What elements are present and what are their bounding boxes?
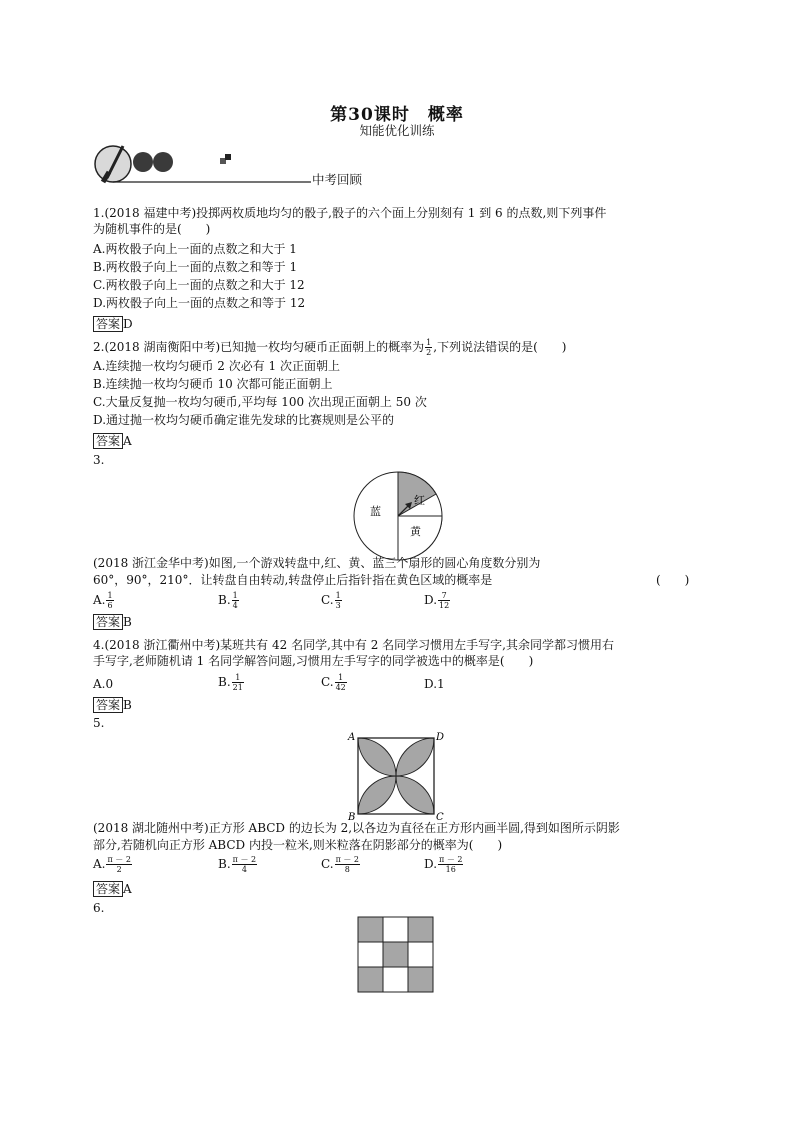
q4-option-b bbox=[218, 673, 245, 692]
petal-bottom-left bbox=[358, 776, 396, 814]
answer-label: 答案 bbox=[93, 614, 123, 630]
spinner-label-red: 红 bbox=[414, 494, 425, 507]
q4-option-d: D.1 bbox=[424, 677, 445, 691]
q5-answer-value: A bbox=[123, 882, 132, 896]
grid-cell-shaded bbox=[358, 967, 383, 992]
q5-option-a bbox=[93, 855, 133, 874]
q5-number: 5. bbox=[93, 716, 105, 730]
q5-option-c bbox=[321, 855, 361, 874]
frac-den: 21 bbox=[232, 683, 243, 692]
q4-stem-line2: 手写字,老师随机请 1 名同学解答问题,习惯用左手写字的同学被选中的概率是( ) bbox=[93, 654, 534, 668]
q4-stem-line1: 4.(2018 浙江衢州中考)某班共有 42 名同学,其中有 2 名同学习惯用左手写字,其余同学都习惯用右 bbox=[93, 638, 614, 652]
section-banner-graphic bbox=[93, 140, 333, 188]
q5-stem-line1: (2018 湖北随州中考)正方形 ABCD 的边长为 2,以各边为直径在正方形内画半圆,得到如图所示阴影 bbox=[93, 821, 620, 835]
answer-label: 答案 bbox=[93, 316, 123, 332]
option-letter: D. bbox=[424, 593, 438, 607]
q1-option-c: C.两枚骰子向上一面的点数之和大于 12 bbox=[93, 278, 305, 292]
frac-den: 8 bbox=[344, 865, 350, 874]
q2-fraction-num: 1 bbox=[426, 338, 432, 347]
frac-den: 42 bbox=[335, 683, 346, 692]
frac-num: π － 2 bbox=[107, 855, 131, 864]
option-letter: C. bbox=[321, 675, 334, 689]
option-letter: D. bbox=[424, 857, 438, 871]
q3-option-d bbox=[424, 591, 451, 610]
q5-option-a-frac bbox=[106, 855, 131, 874]
grid-cell bbox=[383, 917, 408, 942]
vertex-label-c: C bbox=[436, 812, 444, 820]
square-petal-figure bbox=[346, 728, 450, 820]
q4-answer-value: B bbox=[123, 698, 132, 712]
q3-option-b-frac bbox=[232, 591, 239, 610]
q2-answer-value: A bbox=[123, 434, 132, 448]
grid-cell bbox=[383, 967, 408, 992]
q3-option-d-frac bbox=[438, 591, 450, 610]
q3-option-c-frac bbox=[335, 591, 342, 610]
q3-number: 3. bbox=[93, 453, 105, 467]
q1-option-a: A.两枚骰子向上一面的点数之和大于 1 bbox=[93, 242, 297, 256]
spinner-yellow-sector bbox=[398, 516, 442, 560]
q2-option-d: D.通过抛一枚均匀硬币确定谁先发球的比赛规则是公平的 bbox=[93, 413, 395, 427]
q3-stem-line2: 60°，90°，210°．让转盘自由转动,转盘停止后指针指在黄色区域的概率是 bbox=[93, 573, 493, 587]
q4-option-c-frac bbox=[335, 673, 347, 692]
frac-num: π － 2 bbox=[232, 855, 257, 864]
q5-option-d bbox=[424, 855, 464, 874]
q5-answer bbox=[93, 881, 132, 897]
q1-answer bbox=[93, 316, 133, 332]
q1-answer-value: D bbox=[123, 317, 133, 331]
grid-cell-shaded bbox=[383, 942, 408, 967]
frac-num: 7 bbox=[438, 591, 450, 601]
option-letter: B. bbox=[218, 593, 231, 607]
q4-answer bbox=[93, 697, 132, 713]
frac-num: π － 2 bbox=[439, 855, 463, 864]
answer-label: 答案 bbox=[93, 433, 123, 449]
q3-stem-line1: (2018 浙江金华中考)如图,一个游戏转盘中,红、黄、蓝三个扇形的圆心角度数分别为 bbox=[93, 556, 541, 570]
q3-answer-value: B bbox=[123, 615, 132, 629]
q5-option-d-frac bbox=[438, 855, 463, 874]
frac-den: 3 bbox=[335, 601, 341, 610]
spinner-label-yellow: 黄 bbox=[410, 525, 421, 538]
small-square-icon bbox=[225, 154, 231, 160]
page-subtitle: 知能优化训练 bbox=[359, 123, 435, 138]
q3-option-a-frac bbox=[106, 591, 113, 610]
q1-option-d: D.两枚骰子向上一面的点数之和等于 12 bbox=[93, 296, 306, 310]
q2-fraction-den: 2 bbox=[426, 348, 432, 357]
grid-cell-shaded bbox=[408, 917, 433, 942]
section-label: 中考回顾 bbox=[312, 172, 363, 187]
grid-cell bbox=[408, 942, 433, 967]
frac-num: 1 bbox=[107, 591, 113, 600]
frac-den: 16 bbox=[445, 865, 456, 874]
q3-answer bbox=[93, 614, 132, 630]
option-letter: C. bbox=[321, 857, 334, 871]
q3-option-b bbox=[218, 591, 240, 610]
q2-option-a: A.连续抛一枚均匀硬币 2 次必有 1 次正面朝上 bbox=[93, 359, 341, 373]
frac-num: 1 bbox=[335, 673, 347, 683]
grid-cell bbox=[358, 942, 383, 967]
answer-label: 答案 bbox=[93, 697, 123, 713]
q2-option-c: C.大量反复抛一枚均匀硬币,平均每 100 次出现正面朝上 50 次 bbox=[93, 395, 427, 409]
q3-paren: ( ) bbox=[656, 573, 690, 587]
spinner-figure bbox=[350, 468, 446, 564]
q5-option-b-frac bbox=[232, 855, 257, 874]
q1-stem-line1: 1.(2018 福建中考)投掷两枚质地均匀的骰子,骰子的六个面上分别刻有 1 到 6 的点数,则下列事件 bbox=[93, 206, 607, 220]
option-letter: C. bbox=[321, 593, 334, 607]
frac-den: 4 bbox=[232, 601, 238, 610]
q5-option-c-frac bbox=[335, 855, 360, 874]
q3-option-a bbox=[93, 591, 115, 610]
q2-stem bbox=[93, 338, 566, 357]
vertex-label-b: B bbox=[348, 812, 356, 820]
q3-option-c bbox=[321, 591, 343, 610]
q1-stem-line2: 为随机事件的是( ) bbox=[93, 222, 211, 236]
vertex-label-d: D bbox=[436, 732, 445, 743]
grid-figure bbox=[357, 916, 435, 994]
grid-cell-shaded bbox=[358, 917, 383, 942]
vertex-label-a: A bbox=[348, 732, 356, 743]
q4-option-c bbox=[321, 673, 348, 692]
frac-num: π － 2 bbox=[335, 855, 360, 864]
frac-num: 1 bbox=[335, 591, 341, 600]
spinner-label-blue: 蓝 bbox=[370, 505, 381, 518]
q4-option-b-frac bbox=[232, 673, 244, 692]
q4-option-a: A.0 bbox=[93, 677, 114, 691]
petal-bottom-right bbox=[396, 776, 434, 814]
dark-dot-icon bbox=[133, 152, 153, 172]
grid-cell-shaded bbox=[408, 967, 433, 992]
q2-fraction bbox=[425, 338, 432, 357]
q5-stem-line2: 部分,若随机向正方形 ABCD 内投一粒米,则米粒落在阴影部分的概率为( ) bbox=[93, 838, 503, 852]
frac-den: 2 bbox=[116, 865, 122, 874]
q1-option-b: B.两枚骰子向上一面的点数之和等于 1 bbox=[93, 260, 298, 274]
q5-option-b bbox=[218, 855, 258, 874]
option-letter: B. bbox=[218, 675, 231, 689]
page-title: 第30课时 概率 bbox=[330, 105, 464, 125]
q2-answer bbox=[93, 433, 132, 449]
petal-top-right bbox=[396, 738, 434, 776]
answer-label: 答案 bbox=[93, 881, 123, 897]
frac-den: 12 bbox=[439, 601, 450, 610]
frac-den: 6 bbox=[107, 601, 113, 610]
q2-stem-part1: 2.(2018 湖南衡阳中考)已知抛一枚均匀硬币正面朝上的概率为 bbox=[93, 340, 425, 354]
q2-option-b: B.连续抛一枚均匀硬币 10 次都可能正面朝上 bbox=[93, 377, 333, 391]
option-letter: A. bbox=[93, 593, 106, 607]
q2-stem-part2: ,下列说法错误的是( ) bbox=[433, 340, 567, 354]
frac-num: 1 bbox=[232, 591, 238, 600]
dark-dot-icon bbox=[153, 152, 173, 172]
frac-num: 1 bbox=[232, 673, 244, 683]
q6-number: 6. bbox=[93, 901, 105, 915]
option-letter: B. bbox=[218, 857, 231, 871]
petal-top-left bbox=[358, 738, 396, 776]
option-letter: A. bbox=[93, 857, 106, 871]
frac-den: 4 bbox=[241, 865, 247, 874]
